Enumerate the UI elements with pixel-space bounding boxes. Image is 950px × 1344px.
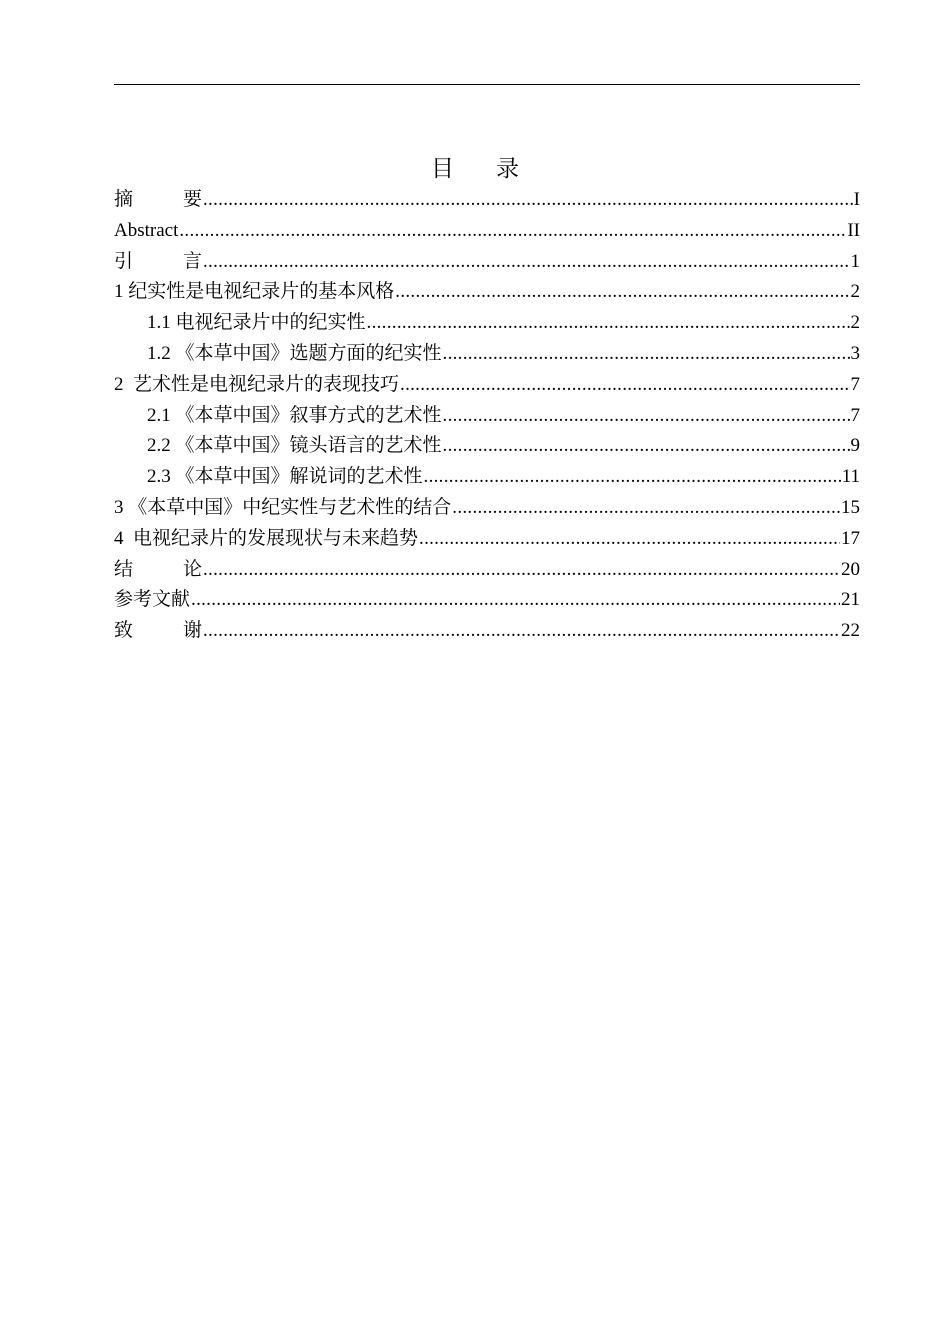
toc-entry-page: 2 (850, 281, 860, 303)
toc-entry-label: 致 谢 (114, 620, 202, 642)
table-of-contents (114, 185, 860, 647)
toc-entry-acknowledgements[interactable] (114, 616, 860, 647)
toc-entry-page: 17 (841, 527, 860, 549)
toc-entry-section-1-1[interactable] (114, 308, 860, 339)
toc-entry-page: 20 (841, 558, 860, 580)
toc-entry-abstract-cn[interactable] (114, 185, 860, 216)
toc-dot-leader (203, 616, 840, 647)
toc-entry-page: 11 (841, 466, 860, 488)
toc-dot-leader (203, 247, 850, 278)
toc-entry-page: 21 (841, 589, 860, 611)
toc-dot-leader (395, 277, 849, 308)
toc-entry-label: 1 纪实性是电视纪录片的基本风格 (114, 281, 395, 303)
toc-entry-section-2-2[interactable] (114, 431, 860, 462)
toc-entry-page: I (853, 189, 860, 210)
toc-entry-conclusion[interactable] (114, 555, 860, 586)
toc-title (0, 152, 950, 186)
toc-dot-leader (443, 401, 850, 432)
toc-dot-leader (452, 493, 840, 524)
toc-dot-leader (424, 462, 841, 493)
toc-entry-label: 2.2 《本草中国》镜头语言的艺术性 (147, 435, 442, 457)
toc-entry-label: 3 《本草中国》中纪实性与艺术性的结合 (114, 496, 452, 518)
toc-entry-page: 9 (850, 435, 860, 457)
toc-dot-leader (191, 585, 840, 616)
toc-entry-label: 摘 要 (114, 189, 202, 210)
header-rule (114, 84, 860, 85)
toc-entry-page: 3 (850, 342, 860, 364)
toc-entry-references[interactable] (114, 585, 860, 616)
toc-dot-leader (367, 308, 850, 339)
toc-entry-label: 2.3 《本草中国》解说词的艺术性 (147, 466, 423, 488)
toc-title-right: 录 (496, 156, 519, 182)
toc-entry-section-2-1[interactable] (114, 401, 860, 432)
toc-entry-page: 7 (850, 404, 860, 426)
toc-entry-chapter-1[interactable] (114, 277, 860, 308)
toc-title-left: 目 (431, 156, 454, 182)
toc-entry-label: 1.1 电视纪录片中的纪实性 (147, 312, 366, 334)
toc-entry-label: 结 论 (114, 558, 202, 580)
toc-dot-leader (203, 555, 840, 586)
toc-dot-leader (419, 524, 840, 555)
toc-dot-leader (179, 216, 846, 247)
toc-entry-page: 15 (841, 496, 860, 518)
toc-entry-abstract-en[interactable] (114, 216, 860, 247)
toc-entry-section-1-2[interactable] (114, 339, 860, 370)
toc-entry-label: 4 电视纪录片的发展现状与未来趋势 (114, 527, 419, 549)
toc-entry-introduction[interactable] (114, 247, 860, 278)
toc-entry-page: 2 (850, 312, 860, 334)
toc-entry-label: 2.1 《本草中国》叙事方式的艺术性 (147, 404, 442, 426)
toc-entry-chapter-3[interactable] (114, 493, 860, 524)
toc-entry-page: II (847, 219, 860, 241)
toc-entry-section-2-3[interactable] (114, 462, 860, 493)
toc-entry-page: 7 (850, 373, 860, 395)
toc-dot-leader (400, 370, 849, 401)
toc-entry-page: 22 (841, 620, 860, 642)
toc-dot-leader (443, 431, 850, 462)
toc-entry-label: 参考文献 (114, 589, 191, 611)
toc-entry-label: 2 艺术性是电视纪录片的表现技巧 (114, 373, 400, 395)
toc-entry-chapter-4[interactable] (114, 524, 860, 555)
toc-entry-chapter-2[interactable] (114, 370, 860, 401)
toc-entry-label: Abstract (114, 219, 179, 241)
toc-dot-leader (203, 185, 853, 216)
toc-entry-label: 1.2 《本草中国》选题方面的纪实性 (147, 342, 442, 364)
toc-entry-page: 1 (850, 250, 860, 272)
toc-dot-leader (443, 339, 850, 370)
toc-entry-label: 引 言 (114, 250, 202, 272)
